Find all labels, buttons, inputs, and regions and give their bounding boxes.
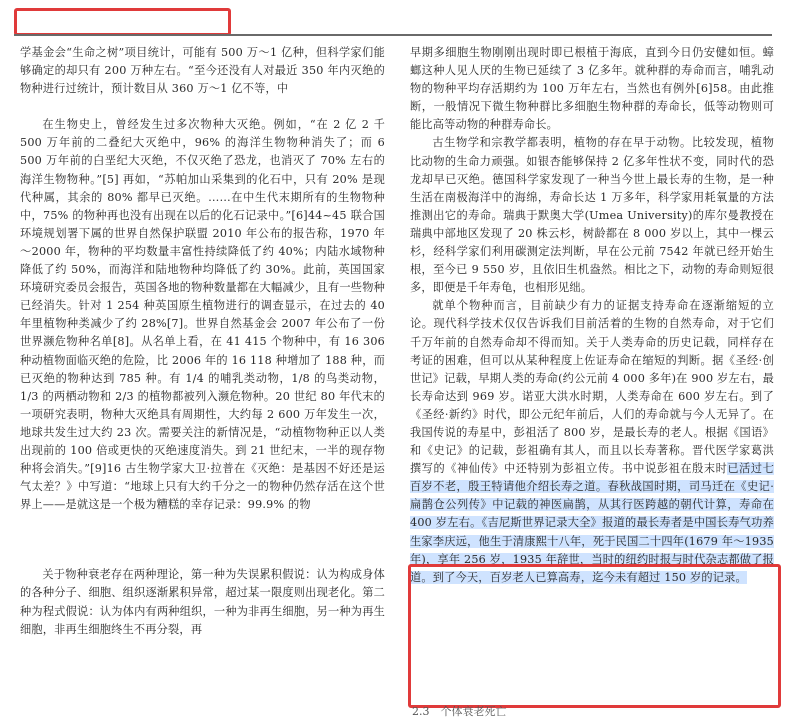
header-rule: [14, 34, 772, 36]
left-paragraph-1: 学基金会“生命之树”项目统计，可能有 500 万～1 亿种，但科学家们能够确定的却只有 200 万种左右。“至今还没有人对最近 350 年内灭绝的物种进行过统计，预计数目从 360 万～1 亿不等，中: [20, 46, 385, 96]
right-paragraph-3-text: 就单个物种而言，目前缺少有力的证据支持寿命在逐渐缩短的立论。现代科学技术仅仅告诉我们目前活着的生物的自然寿命，对于它们千万年前的自然寿命却不得而知。关于人类寿命的历史记载，同样存在考证的困难，但可以从某种程度上佐证寿命在缩短的判断。据《圣经·创世记》记载，早期人类的寿命(约公元前 4 000 多年)在 900 岁左右，最长寿命达到 969 岁。诺亚大洪水时期，人类寿命在 600 岁左右。到了《圣经·新约》时代，即公元纪年前后，人们的寿命就与今人无异了。在我国传说的寿星中，彭祖活了 800 岁，是最长寿的老人。根据《国语》和《史记》的记载，彭祖确有其人，而且以长寿著称。晋代医学家葛洪撰写的《神仙传》中还特别为彭祖立传。书中说彭祖在殷末时: [410, 299, 774, 476]
right-paragraph-2: 古生物学和宗教学都表明，植物的存在早于动物。比较发现，植物比动物的生命力顽强。如银杏能够保持 2 亿多年性状不变，同时代的恐龙却早已灭绝。德国科学家发现了一种当今世上最长寿的生物，是一种生活在南极海洋中的海绵，寿命长达 1 万多年，科学家用耗氧量的方法推测出它的寿命。瑞典于默奥大学(Umea University)的库尔曼教授在瑞典中部地区发现了 20 株云杉，树龄都在 8 000 岁以上，其中一棵云杉，经科学家们利用碳测定法判断，早在公元前 7542 年就已经开始生根，至今已 9 550 岁，且依旧生机盎然。相比之下，动物的寿命则短很多，即便是千年寿龟，也相形见绌。: [410, 136, 774, 295]
right-column: [410, 44, 774, 587]
top-left-highlight-box: [14, 8, 231, 36]
right-paragraph-3: [410, 297, 774, 587]
section-heading: 2.3 个体衰老死亡: [412, 705, 507, 718]
left-column: [20, 44, 385, 639]
highlight-box: [408, 564, 781, 708]
highlighted-passage: 已活过七百岁不老，殷王特请他介绍长寿之道。春秋战国时期，司马迁在《史记·扁鹊仓公列传》中记载的神医扁鹊，从其行医跨越的朝代计算，寿命在 400 岁左右。《吉尼斯世界记录大全》报道的最长寿者是中国长寿气功养生家李庆远，他生于清康熙十八年，死于民国二十四年(1679 年～1935 年)，享年 256 岁，1935 年辞世，当时的纽约时报与时代杂志都做了报道。到了今天，百岁老人已算高寿，迄今未有超过 150 岁的记录。: [410, 462, 774, 584]
right-paragraph-1: 早期多细胞生物刚刚出现时即已根植于海底，直到今日仍安健如恒。蟑螂这种人见人厌的生物已延续了 3 亿多年。就种群的寿命而言，哺乳动物的物种平均存活期约为 100 万年左右，当然也有例外[6]58。由此推断，一般情况下微生物种群比多细胞生物种群的寿命长，低等动物则可能比高等动物的种群寿命长。: [410, 46, 774, 132]
left-paragraph-3: 关于物种衰老存在两种理论，第一种为失误累积假说：认为构成身体的各种分子、细胞、组织逐渐累积异常，超过某一限度则出现老化。第二种为程式假说：认为体内有两种组织，一种为非再生细胞，另一种为再生细胞，非再生细胞终生不再分裂，再: [20, 568, 385, 636]
left-paragraph-2: 在生物史上，曾经发生过多次物种大灭绝。例如，“在 2 亿 2 千 500 万年前的二叠纪大灭绝中，96% 的海洋生物物种消失了；而 6 500 万年前的白垩纪大灭绝，不仅灭绝了恐龙，也消灭了 70% 左右的海洋生物物种。”[5] 再如，“苏帕加山采集到的化石中，只有 20% 是现代种属，其余的 80% 都早已灭绝。……在中生代末期所有的生物物种中，75% 的物种再也没有出现在以后的化石记录中。”[6]44~45 联合国环境规划署下属的世界自然保护联盟 2010 年公布的报告称，1970 年～2000 年，物种的平均数量丰富性持续降低了约 40%；内陆水域物种降低了约 50%，而海洋和陆地物种均降低了约 30%。此前，英国国家环境研究委员会报告，英国各地的物种数量都在大幅减少，且有一些物种已经消失。针对 1 254 种英国原生植物进行的调查显示，在过去的 40 年里植物种类减少了约 28%[7]。世界自然基金会 2007 年公布了一份世界濒危物种名单[8]。从名单上看，在 41 415 个物种中，有 16 306 种动植物面临灭绝的危险，比 2006 年的 16 118 种增加了 188 种，而已灭绝的物种达到 785 种。有 1/4 的哺乳类动物，1/8 的鸟类动物，1/3 的两栖动物和 2/3 的植物都被列入濒危物种。20 世纪 80 年代末的一项研究表明，物种大灭绝具有周期性，大约每 2 600 万年发生一次，地球共发生过大约 23 次。需要关注的新情况是，“动植物物种正以人类出现前的 100 倍或更快的灭绝速度消失。到 21 世纪末，一半的现存物种将会消失。”[9]16 古生物学家大卫·拉普在《灭绝：是基因不好还是运气太差？》中写道：“地球上只有大约千分之一的物种仍然存活在这个世界上——是就这是一个极为糟糕的幸存记录：99.9% 的物: [20, 118, 385, 512]
